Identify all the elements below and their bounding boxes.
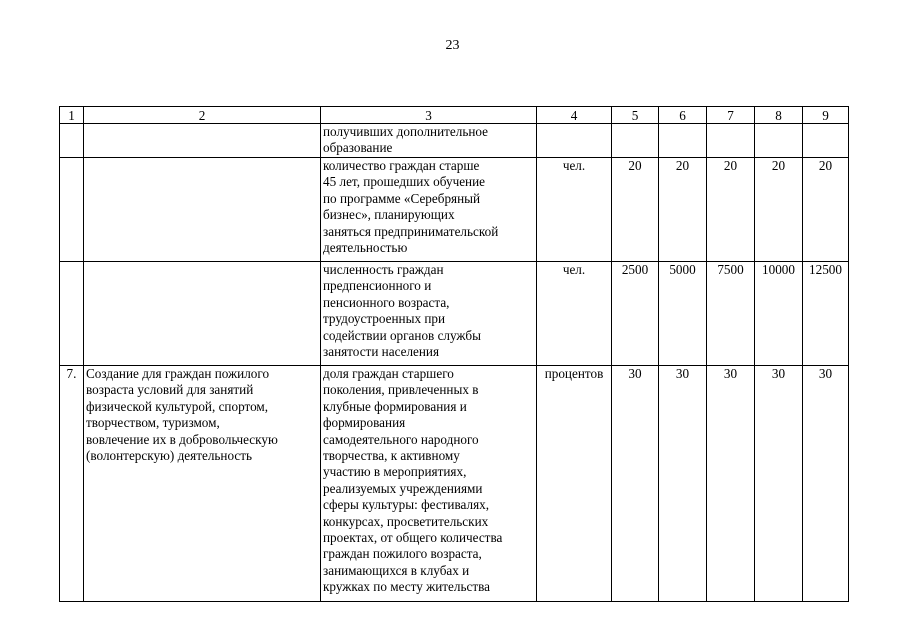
table-row [60, 158, 849, 262]
value-cell: 30 [755, 366, 803, 602]
value-cell: 10000 [755, 262, 803, 366]
value-cell: 5000 [659, 262, 707, 366]
item-number-cell [60, 124, 84, 158]
value-cell: 20 [612, 158, 659, 262]
measure-cell [84, 262, 321, 366]
item-number-cell [60, 158, 84, 262]
value-cell: 30 [707, 366, 755, 602]
value-cell: 20 [707, 158, 755, 262]
table-row [60, 366, 849, 602]
header-cell: 4 [537, 107, 612, 124]
value-cell: 12500 [803, 262, 849, 366]
table-row [60, 124, 849, 158]
table-header-row [60, 107, 849, 124]
value-cell: 2500 [612, 262, 659, 366]
indicator-cell: получивших дополнительное образование [321, 124, 537, 158]
header-cell: 1 [60, 107, 84, 124]
header-cell: 7 [707, 107, 755, 124]
value-cell [803, 124, 849, 158]
value-cell [659, 124, 707, 158]
value-cell [612, 124, 659, 158]
header-cell: 2 [84, 107, 321, 124]
value-cell: 30 [612, 366, 659, 602]
unit-cell: чел. [537, 262, 612, 366]
value-cell: 20 [659, 158, 707, 262]
value-cell: 20 [755, 158, 803, 262]
data-table [59, 106, 849, 602]
measure-cell: Создание для граждан пожилого возраста условий для занятий физической культурой, спортом, творчеством, туризмом, вовлечение их в добровольческую (волонтерскую) деятельность [84, 366, 321, 602]
page-number: 23 [445, 38, 460, 53]
indicator-cell: количество граждан старше 45 лет, прошедших обучение по программе «Серебряный бизнес», планирующих заняться предпринимательской деятельностью [321, 158, 537, 262]
header-cell: 9 [803, 107, 849, 124]
value-cell: 30 [659, 366, 707, 602]
header-cell: 5 [612, 107, 659, 124]
measure-cell [84, 124, 321, 158]
item-number-cell [60, 262, 84, 366]
measure-cell [84, 158, 321, 262]
indicator-cell: численность граждан предпенсионного и пенсионного возраста, трудоустроенных при содействии органов службы занятости населения [321, 262, 537, 366]
header-cell: 8 [755, 107, 803, 124]
value-cell [755, 124, 803, 158]
value-cell: 20 [803, 158, 849, 262]
value-cell: 7500 [707, 262, 755, 366]
item-number-cell: 7. [60, 366, 84, 602]
header-cell: 6 [659, 107, 707, 124]
value-cell [707, 124, 755, 158]
unit-cell [537, 124, 612, 158]
unit-cell: процентов [537, 366, 612, 602]
indicator-cell: доля граждан старшего поколения, привлеченных в клубные формирования и формирования самодеятельного народного творчества, к активному участию в мероприятиях, реализуемых учреждениями сферы культуры: фестивалях, конкурсах, просветительских проектах, от общего количества граждан пожилого возраста, занимающихся в клубах и кружках по месту жительства [321, 366, 537, 602]
table-row [60, 262, 849, 366]
header-cell: 3 [321, 107, 537, 124]
value-cell: 30 [803, 366, 849, 602]
unit-cell: чел. [537, 158, 612, 262]
